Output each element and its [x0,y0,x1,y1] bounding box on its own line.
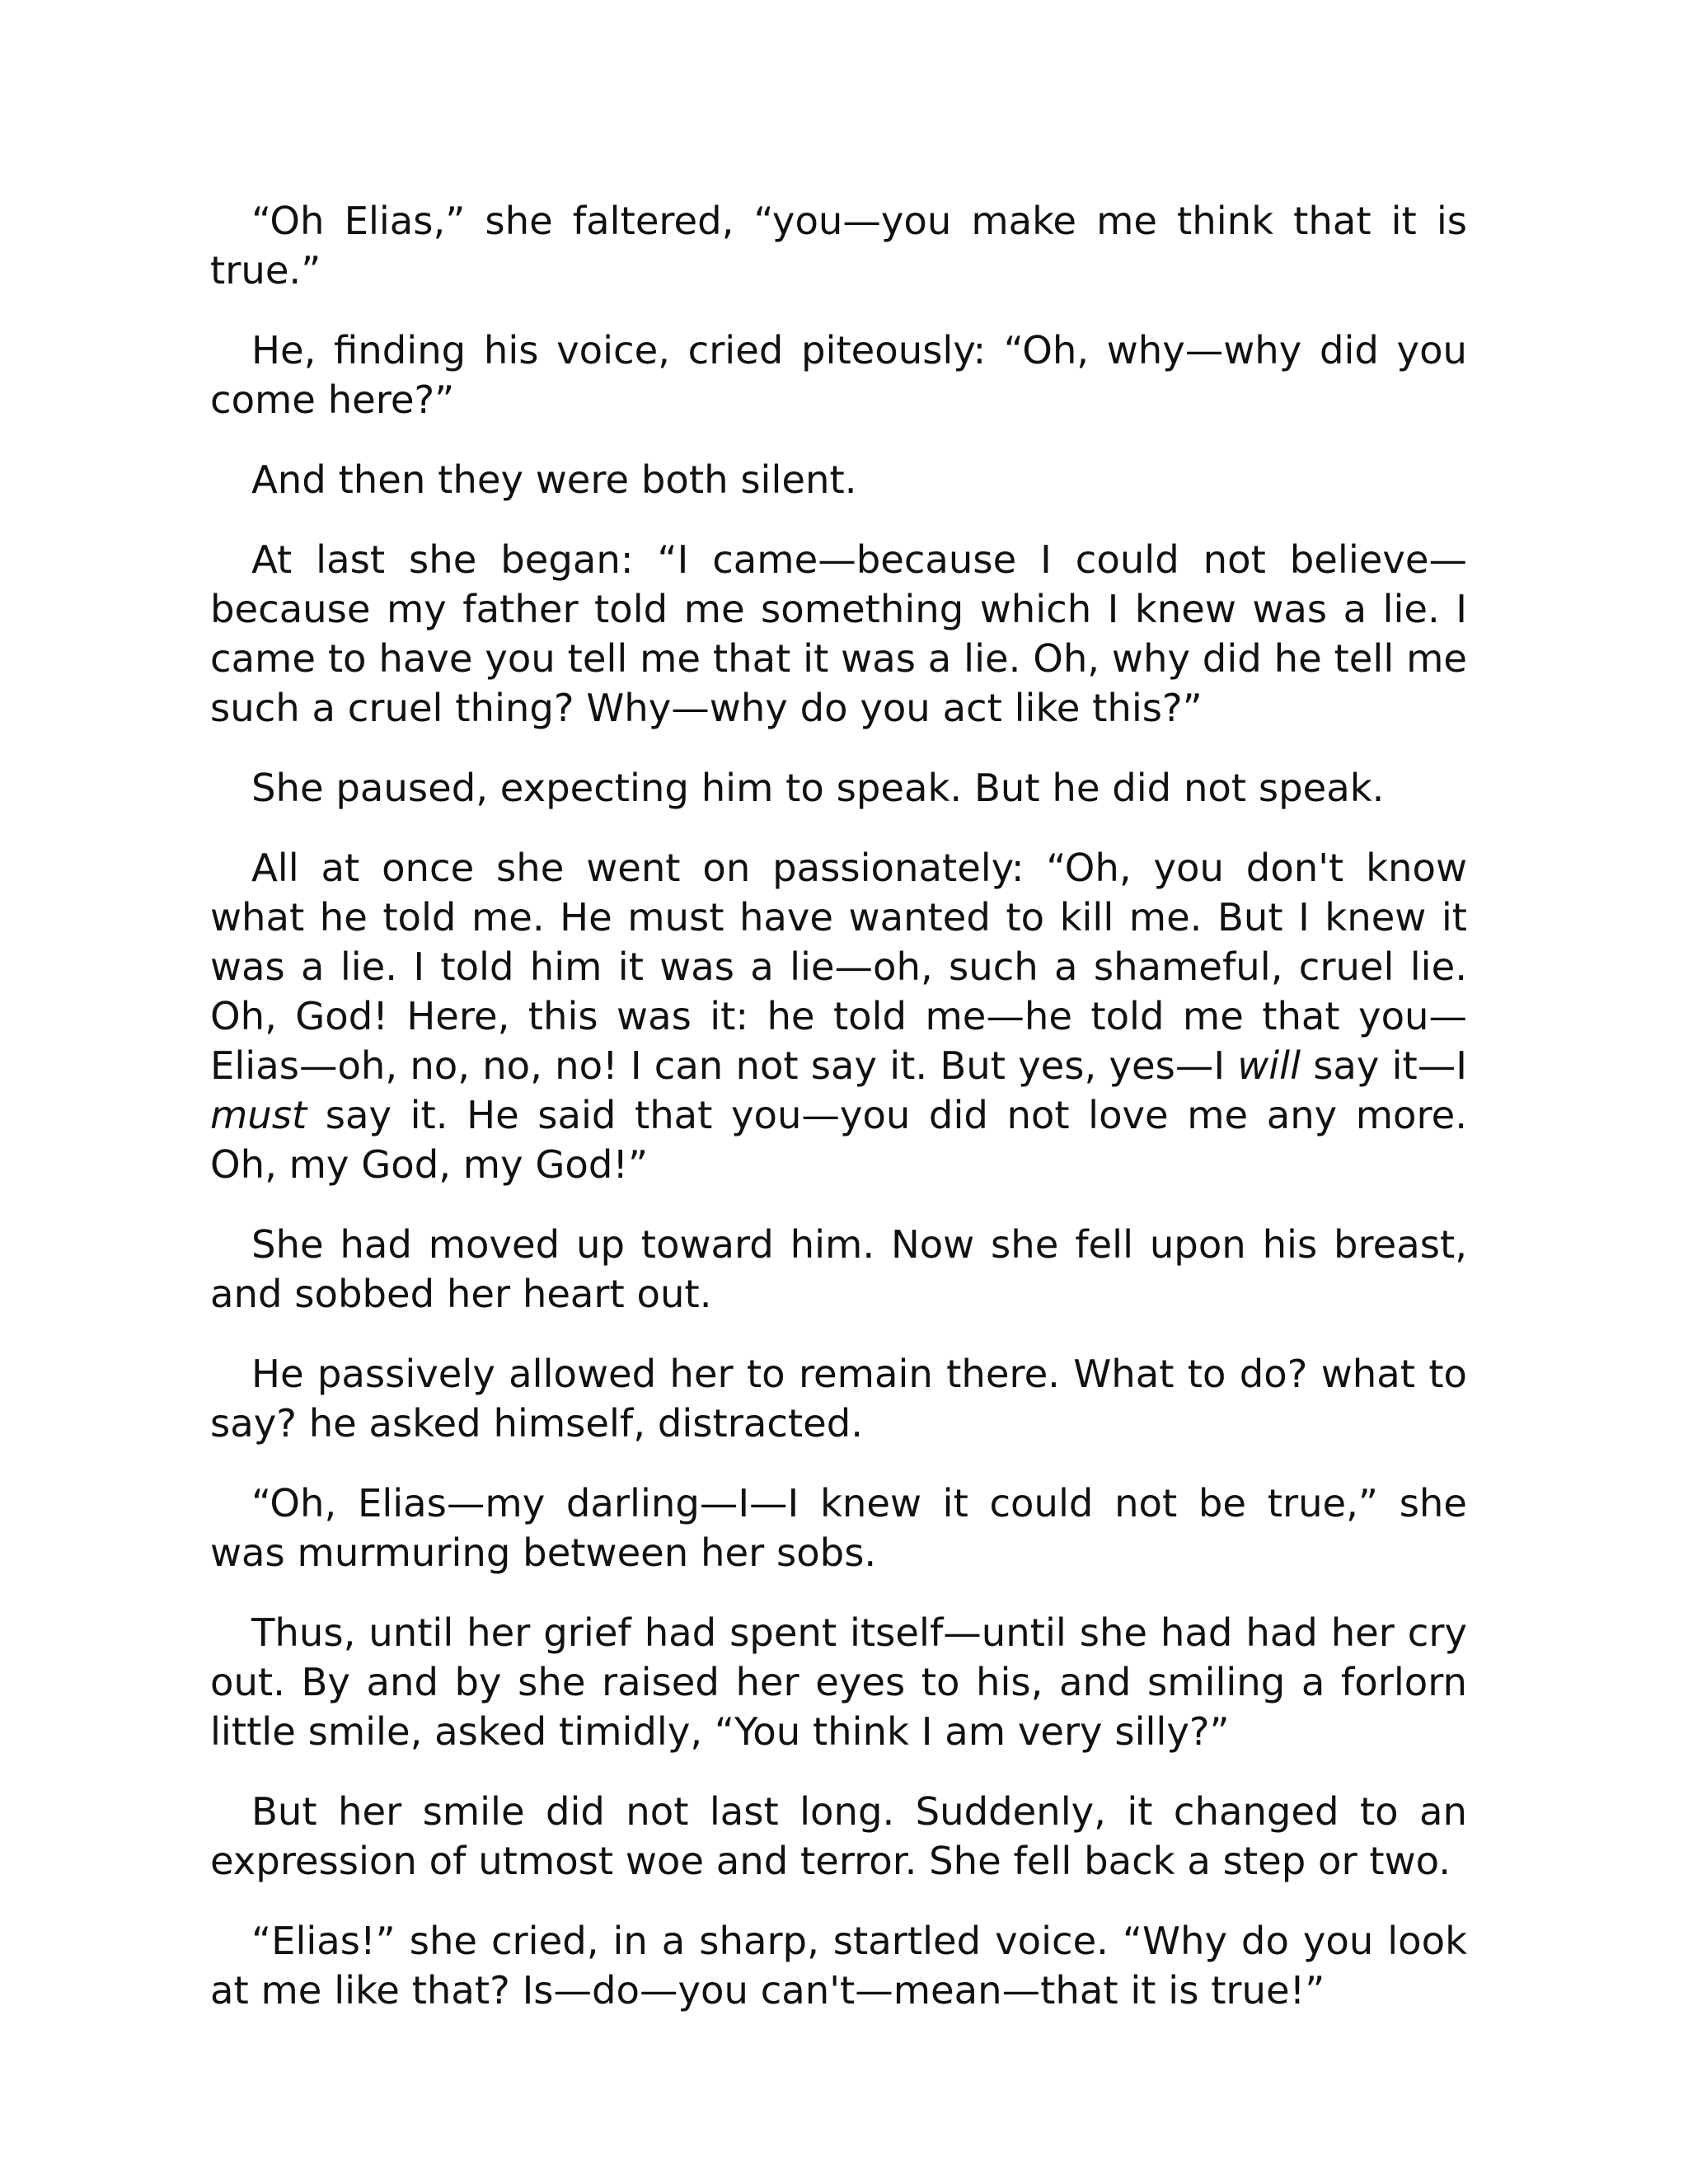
paragraph-6-part-3: say it. He said that you—you did not love me any more. Oh, my God, my God!” [210,1093,1467,1187]
paragraph-10: Thus, until her grief had spent itself—until she had had her cry out. By and by she raised her eyes to his, and smiling a forlorn little smile, asked timidly, “You think I am very silly?” [210,1610,1467,1754]
paragraph-2: He, finding his voice, cried piteously: “Oh, why—why did you come here?” [210,328,1467,422]
paragraph-5: She paused, expecting him to speak. But he did not speak. [251,766,1385,810]
paragraph-11: But her smile did not last long. Suddenly, it changed to an expression of utmost woe and terror. She fell back a step or two. [210,1789,1467,1883]
paragraph-6 [210,843,1467,1189]
paragraph-6-part-1: All at once she went on passionately: “Oh, you don't know what he told me. He must have wanted to kill me. But I knew it was a lie. I told him it was a lie—oh, such a shameful, cruel lie. Oh, God! Here, this was it: he told me—he told me that you—Elias—oh, no, no, no! I can not say it. But yes, yes—I [210,846,1467,1088]
paragraph-4: At last she began: “I came—because I could not believe—because my father told me something which I knew was a lie. I came to have you tell me that it was a lie. Oh, why did he tell me such a cruel thing? Why—why do you act like this?” [210,537,1467,730]
paragraph-3: And then they were both silent. [251,457,857,502]
emphasis-must: must [210,1093,307,1137]
paragraph-7: She had moved up toward him. Now she fell upon his breast, and sobbed her heart out. [210,1222,1467,1316]
page-text-body [210,196,1467,2015]
paragraph-12: “Elias!” she cried, in a sharp, startled voice. “Why do you look at me like that? Is—do—you can't—mean—that it is true!” [210,1919,1467,2013]
paragraph-6-part-2: say it—I [1301,1043,1467,1088]
emphasis-will: will [1237,1043,1301,1088]
paragraph-8: He passively allowed her to remain there. What to do? what to say? he asked himself, distracted. [210,1352,1467,1446]
paragraph-9: “Oh, Elias—my darling—I—I knew it could not be true,” she was murmuring between her sobs. [210,1481,1467,1575]
paragraph-1: “Oh Elias,” she faltered, “you—you make me think that it is true.” [210,199,1467,293]
